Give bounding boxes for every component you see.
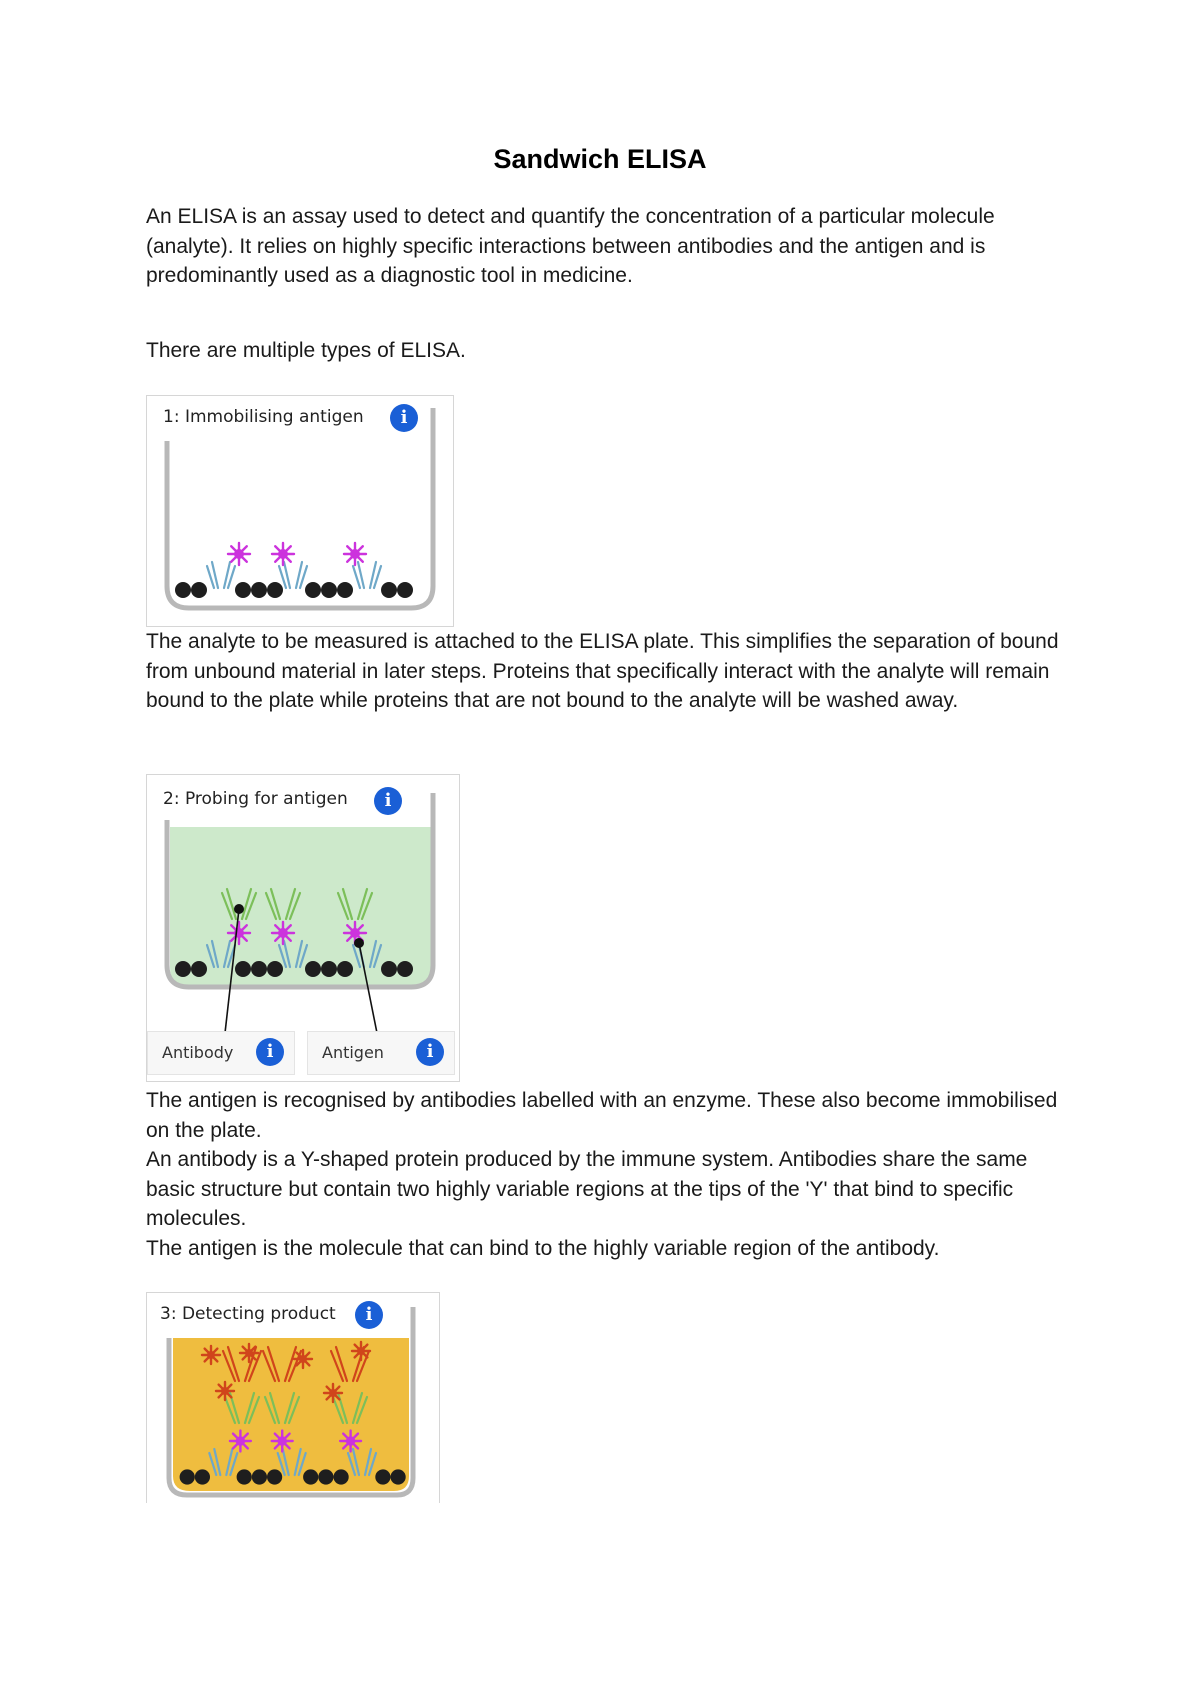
plate-bead — [235, 961, 251, 977]
antigen-star — [216, 1382, 234, 1400]
plate-bead — [381, 961, 397, 977]
step2-paragraph-1: The antigen is recognised by antibodies labelled with an enzyme. These also become immobilised on the plate. — [146, 1089, 1058, 1142]
antigen-star — [344, 543, 366, 565]
antigen-star — [340, 1431, 361, 1452]
antibody-shape — [353, 562, 381, 588]
plate-bead — [175, 961, 191, 977]
antigen-star — [272, 1431, 293, 1452]
types-sentence: There are multiple types of ELISA. — [146, 339, 466, 362]
antibody-label-text: Antibody — [162, 1043, 234, 1062]
plate-bead — [305, 582, 321, 598]
info-icon[interactable]: i — [416, 1038, 444, 1066]
plate-bead — [334, 1469, 349, 1484]
figure-title: 2: Probing for antigen — [163, 789, 348, 809]
plate-bead — [318, 1469, 333, 1484]
figure-title: 3: Detecting product — [160, 1304, 336, 1324]
info-icon[interactable]: i — [355, 1301, 383, 1329]
plate-bead — [235, 582, 251, 598]
figure-detecting-product — [146, 1292, 440, 1503]
antigen-star — [272, 922, 294, 944]
plate-bead — [251, 582, 267, 598]
plate-bead — [180, 1469, 195, 1484]
plate-bead — [267, 1469, 282, 1484]
well-diagram-3 — [147, 1293, 439, 1503]
step2-paragraph-2: An antibody is a Y-shaped protein produced by the immune system. Antibodies share the same basic structure but contain two highly variable regions at the tips of the 'Y' that bind to specific molecules. — [146, 1148, 1028, 1230]
plate-bead — [381, 582, 397, 598]
plate-bead — [175, 582, 191, 598]
figure-probing-antigen — [146, 774, 460, 1082]
antigen-label-text: Antigen — [322, 1043, 384, 1062]
plate-bead — [337, 961, 353, 977]
antigen-star — [228, 543, 250, 565]
page-title: Sandwich ELISA — [493, 144, 707, 174]
antigen-star — [294, 1350, 312, 1368]
info-icon[interactable]: i — [256, 1038, 284, 1066]
plate-bead — [397, 582, 413, 598]
step1-paragraph: The analyte to be measured is attached to the ELISA plate. This simplifies the separation of bound from unbound material in later steps. Proteins that specifically interact with the analyte will remain bound to the plate while proteins that are not bound to the analyte will be washed away. — [146, 630, 1059, 712]
antigen-star — [240, 1344, 258, 1362]
antibody-label — [147, 1031, 295, 1075]
info-icon[interactable]: i — [374, 787, 402, 815]
plate-bead — [267, 961, 283, 977]
antigen-star — [228, 922, 250, 944]
figure-title: 1: Immobilising antigen — [163, 407, 364, 427]
plate-bead — [337, 582, 353, 598]
plate-bead — [391, 1469, 406, 1484]
plate-bead — [321, 961, 337, 977]
info-icon[interactable]: i — [390, 404, 418, 432]
antibody-shape — [207, 562, 235, 588]
plate-bead — [375, 1469, 390, 1484]
plate-layer-1 — [175, 543, 413, 598]
plate-bead — [397, 961, 413, 977]
intro-paragraph: An ELISA is an assay used to detect and quantify the concentration of a particular molecule (analyte). It relies on highly specific interactions between antibodies and the antigen and is predominantly used as a diagnostic tool in medicine. — [146, 205, 995, 287]
antigen-star — [202, 1346, 220, 1364]
plate-bead — [191, 961, 207, 977]
figure-immobilising-antigen — [146, 395, 454, 627]
plate-bead — [251, 961, 267, 977]
antigen-star — [230, 1431, 251, 1452]
step2-paragraph-3: The antigen is the molecule that can bind to the highly variable region of the antibody. — [146, 1237, 940, 1260]
plate-bead — [303, 1469, 318, 1484]
antigen-star — [272, 543, 294, 565]
plate-bead — [267, 582, 283, 598]
plate-bead — [237, 1469, 252, 1484]
plate-bead — [305, 961, 321, 977]
antigen-label — [307, 1031, 455, 1075]
plate-bead — [191, 582, 207, 598]
plate-bead — [195, 1469, 210, 1484]
plate-bead — [321, 582, 337, 598]
plate-bead — [252, 1469, 267, 1484]
antigen-star — [324, 1384, 342, 1402]
antigen-star — [352, 1342, 370, 1360]
